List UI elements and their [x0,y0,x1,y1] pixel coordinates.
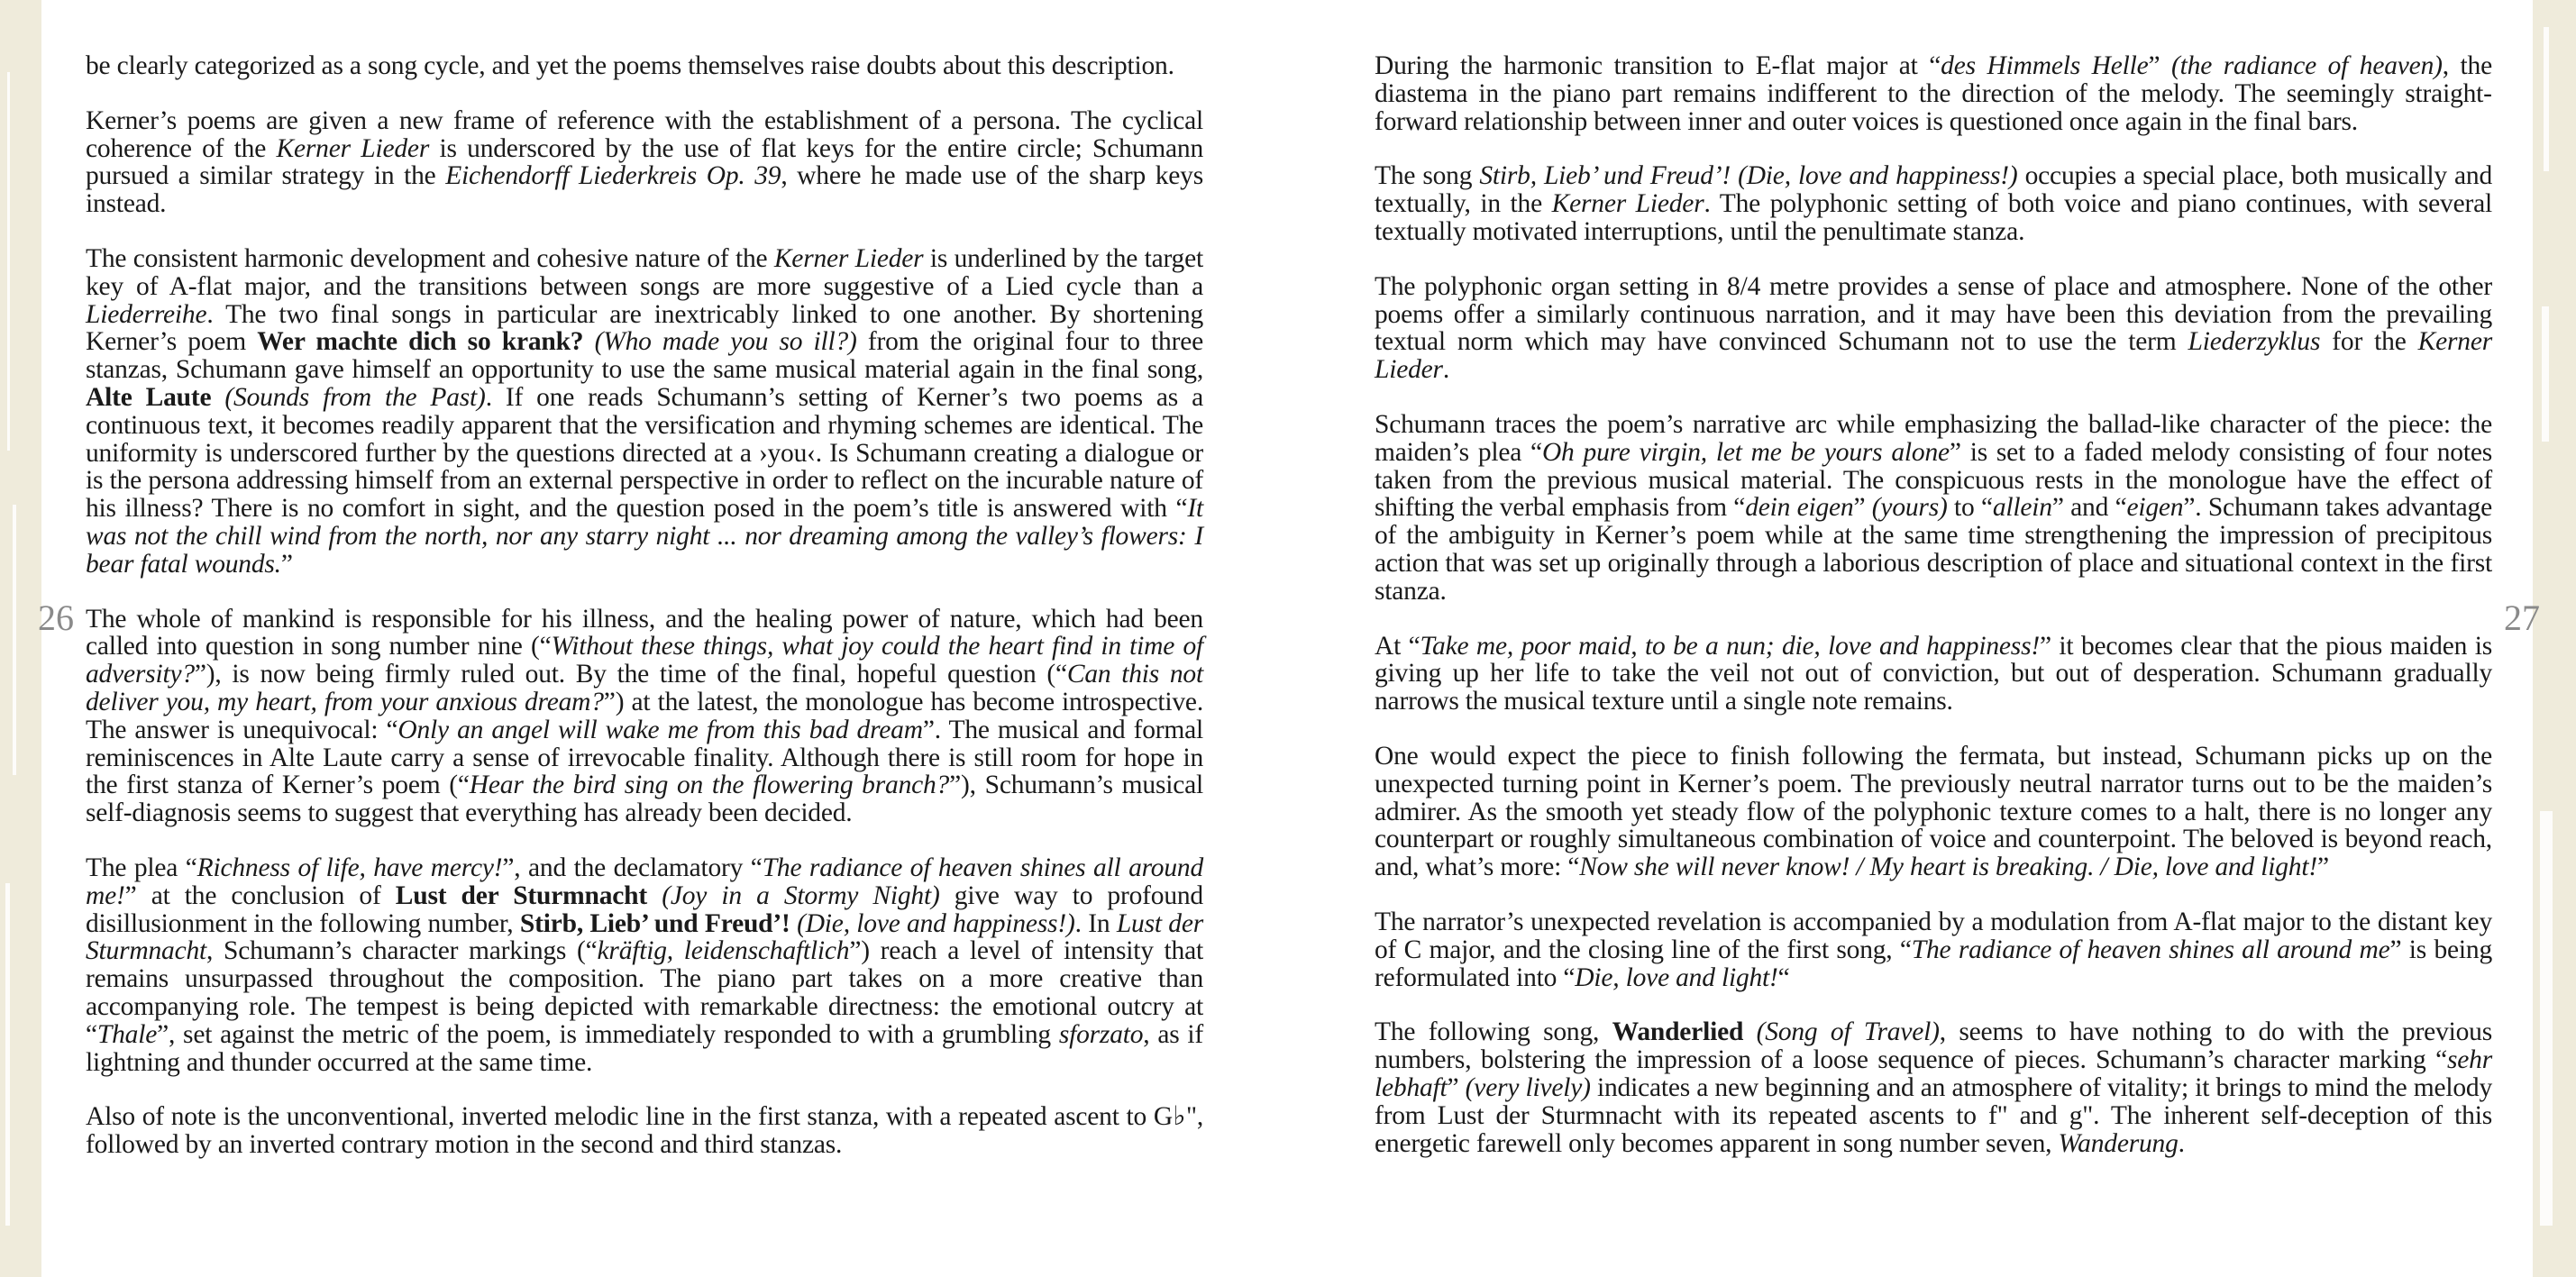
paragraph [86,606,1203,827]
text-run: ” at the conclusion of [124,880,396,910]
text-run: . [2178,1128,2185,1158]
paragraph [86,52,1203,80]
italic-text: The radiance of heaven shines all around me! [86,853,1204,910]
text-run: . If one reads Schumann’s setting of Kerner’s two poems as a continuous text, it becomes readily apparent that the versification and rhyming schemes are identical. The uniformity is underscored further by the questions directed at a ›you‹. Is Schumann creating a dialogue or is the persona addressing himself from an external perspective in order to reflect on the incurable nature of his illness? There is no comfort in sight, and the question posed in the poem’s title is answered with “ [86,382,1203,524]
bold-title: Stirb, Lieb’ und Freud’! [519,908,790,938]
italic-text: Hear the bird sing on the flowering branch? [469,771,950,800]
italic-text: Kerner Lieder [276,133,430,163]
text-run: . The two final songs in particular are inextricably linked to one another. By shortening Kerner’s poem [86,299,1203,357]
paragraph [1375,743,2492,881]
text-run: ”) reach a level of intensity that remains unsurpassed throughout the composition. The piano part takes on a more creative than accompanying role. The tempest is being depicted with remarkable directness: the emotional outcry at “ [86,936,1203,1049]
italic-text: Can this not deliver you, my heart, from your anxious dream? [86,660,1203,716]
italic-text: The radiance of heaven shines all around me [1911,935,2390,964]
text-run: ” [1853,493,1872,523]
paragraph [1375,1018,2492,1157]
italic-text: eigen [2126,493,2184,523]
text-run: ” is set to a faded melody consisting of four notes taken from the previous musical material. The conspicuous rests in the monologue have the effect of shifting the verbal emphasis from “ [1375,437,2493,523]
italic-text: (Sounds from the Past) [224,382,486,412]
text-run: ” it becomes clear that the pious maiden is giving up her life to take the veil not out of conviction, but out of desperation. Schumann gradually narrows the musical texture until a single note remains. [1375,631,2492,716]
italic-text: sehr lebhaft [1375,1045,2492,1102]
text-run: . The polyphonic setting of both voice and piano continues, with several textually motivated interruptions, until the penultimate stanza. [1375,189,2492,246]
text-run [647,881,662,910]
italic-text: Liederzyklus [2188,327,2321,357]
text-run: occupies a special place, both musically and textually, in the [1375,161,2492,219]
text-run: ” [2316,853,2329,882]
text-run: ” is being reformulated into “ [1375,935,2492,992]
italic-text: allein [1992,493,2052,523]
italic-text: (yours) [1871,493,1948,523]
italic-text: des Himmels Helle [1941,51,2149,80]
text-run: The song [1375,161,1480,191]
text-run: Kerner’s poems are given a new frame of reference with the establishment of a persona. The cyclical coherence of the [86,105,1203,163]
text-run: ”), Schumann’s musical self-diagnosis seems to suggest that everything has already been decided. [86,771,1203,828]
paragraph [1375,908,2492,991]
paragraph [86,1103,1203,1159]
text-run: for the [2320,327,2418,357]
text-run [790,909,797,938]
text-run: . In [1074,908,1117,938]
italic-text: Take me, poor maid, to be a nun; die, love and happiness! [1420,631,2040,661]
text-run: ”) at the latest, the monologue has become introspective. The answer is unequivocal: “ [86,687,1204,744]
italic-text: Richness of life, have mercy! [196,853,503,882]
text-run [211,383,224,412]
text-run: The following song, [1375,1017,1612,1047]
text-run: During the harmonic transition to E-flat major at “ [1375,51,1941,80]
text-run: be clearly categorized as a song cycle, and yet the poems themselves raise doubts about this description. [86,51,1174,80]
italic-text: (Joy in a Stormy Night) [662,880,940,910]
text-run: indicates a new beginning and an atmosphere of vitality; it brings to mind the melody from Lust der Sturmnacht with its repeated ascents to f" and g". The inherent self-deception of this energetic farewell only becomes apparent in song number seven, [1375,1072,2492,1158]
italic-text: Oh pure virgin, let me be yours alone [1541,437,1950,467]
text-run: The whole of mankind is responsible for his illness, and the healing power of nature, which had been called into question in song number nine (“ [86,604,1203,661]
italic-text: Kerner Lieder [1375,327,2493,385]
edge-texture [2544,27,2549,171]
text-run: The plea “ [86,853,197,882]
text-run: is underlined by the target key of A-flat major, and the transitions between songs are more suggestive of a Lied cycle than a [86,243,1203,301]
italic-text: kräftig, leidenschaftlich [597,936,850,966]
bold-title: Lust der Sturmnacht [395,880,647,910]
italic-text: (Song of Travel) [1756,1017,1940,1047]
text-run: is underscored by the use of flat keys for the entire circle; Schumann pursued a similar strategy in the [86,133,1203,191]
text-run: ” [2148,51,2172,80]
text-run: Schumann traces the poem’s narrative arc while emphasizing the ballad-like character of the piece: the maiden’s plea “ [1375,409,2492,467]
text-run [583,327,594,356]
italic-text: (the radiance of heaven) [2171,51,2443,80]
italic-text: Liederreihe [86,299,207,329]
text-run: , seems to have nothing to do with the previous numbers, bolstering the impression of a loose sequence of pieces. Schumann’s character marking “ [1375,1017,2493,1075]
paragraph [86,245,1203,579]
text-run: ”. Schumann takes advantage of the ambiguity in Kerner’s poem while at the same time strengthening the impression of precipitous action that was set up originally through a laborious description of place and situational context in the first stanza. [1375,493,2492,606]
italic-text: Stirb, Lieb’ und Freud’! (Die, love and happiness!) [1479,161,2018,191]
edge-texture [5,883,10,1226]
text-run: One would expect the piece to finish following the fermata, but instead, Schumann picks up on the unexpected turning point in Kerner’s poem. The previously neutral narrator turns out to be the maiden’s admirer. As the smooth yet steady flow of the polyphonic texture comes to a halt, there is no longer any counterpart or roughly simultaneous combination of voice and counterpoint. The beloved is beyond reach, and, what’s more: “ [1375,741,2492,882]
text-run: , the diastema in the piano part remains indifferent to the direction of the melody. The seemingly straightforward relationship between inner and outer voices is questioned once again in the final bars. [1375,51,2492,136]
text-run: from the original four to three stanzas, Schumann gave himself an opportunity to use the same musical material again in the final song, [86,327,1203,385]
paragraph [1375,273,2492,384]
italic-text: Die, love and light! [1575,962,1778,992]
italic-text: Kerner Lieder [773,243,924,273]
text-run: , as if lightning and thunder occurred at the same time. [86,1019,1203,1077]
italic-text: It was not the chill wind from the north, nor any starry night ... nor dreaming among the valley’s flowers: I bear fatal wounds. [86,494,1203,579]
italic-text: Only an angel will wake me from this bad dream [397,715,923,744]
text-run [1743,1017,1756,1046]
italic-text: dein eigen [1745,493,1854,523]
italic-text: Kerner Lieder [1551,189,1704,219]
edge-texture [7,72,10,451]
text-run: , Schumann’s character markings (“ [206,936,598,966]
page-number-left: 26 [38,597,74,638]
italic-text: Lust der Sturmnacht [86,908,1203,966]
text-run: , where he made use of the sharp keys instead. [86,161,1203,219]
edge-texture [2540,811,2553,1226]
paragraph [86,107,1203,218]
italic-text: (Die, love and happiness!) [797,908,1075,938]
bold-title: Alte Laute [86,382,212,412]
italic-text: sforzato [1058,1019,1144,1049]
italic-text: Without these things, what joy could the heart find in time of adversity? [86,632,1203,689]
text-run: give way to profound disillusionment in the following number, [86,880,1203,938]
bold-title: Wanderlied [1612,1017,1744,1047]
text-run: to “ [1947,493,1993,523]
left-page-body [86,52,1203,1186]
paragraph [1375,411,2492,606]
left-page-edge [0,0,41,1277]
paragraph [1375,162,2492,245]
text-run: ” [280,549,293,579]
paragraph [1375,52,2492,135]
page-number-right: 27 [2504,597,2540,638]
text-run: ”), is now being firmly ruled out. By the time of the final, hopeful question (“ [194,660,1067,689]
text-run: Also of note is the unconventional, inverted melodic line in the first stanza, with a repeated ascent to G♭", followed by an inverted contrary motion in the second and third stanzas. [86,1102,1203,1160]
italic-text: Wanderung [2058,1128,2179,1158]
bold-title: Wer machte dich so krank? [257,327,584,357]
italic-text: Now she will never know! / My heart is breaking. / Die, love and light! [1579,853,2317,882]
right-page-body [1375,52,2492,1184]
edge-texture [13,505,16,775]
text-run: ” [1447,1072,1466,1102]
paragraph [1375,633,2492,716]
italic-text: Thale [96,1019,158,1049]
text-run: The narrator’s unexpected revelation is accompanied by a modulation from A-flat major to the distant key of C major, and the closing line of the first song, “ [1375,907,2492,964]
text-run: . [1442,355,1450,385]
text-run: At “ [1375,631,1420,661]
text-run: “ [1777,962,1790,992]
italic-text: (Who made you so ill?) [594,327,857,357]
text-run: ” and “ [2051,493,2127,523]
italic-text: (very lively) [1465,1072,1591,1102]
text-run: ”, and the declamatory “ [502,853,763,882]
text-run: ”. The musical and formal reminiscences in Alte Laute carry a sense of irrevocable finality. Although there is still room for hope in the first stanza of Kerner’s poem (“ [86,715,1204,800]
paragraph [86,854,1203,1076]
text-run: The consistent harmonic development and cohesive nature of the [86,243,774,273]
text-run: The polyphonic organ setting in 8/4 metre provides a sense of place and atmosphere. None of the other poems offer a similarly continuous narration, and it may have been this deviation from the prevailing textual norm which may have convinced Schumann not to use the term [1375,271,2492,357]
italic-text: Eichendorff Liederkreis Op. 39 [445,161,781,191]
text-run: ”, set against the metric of the poem, is immediately responded to with a grumbling [157,1019,1059,1049]
edge-texture [2542,306,2549,442]
